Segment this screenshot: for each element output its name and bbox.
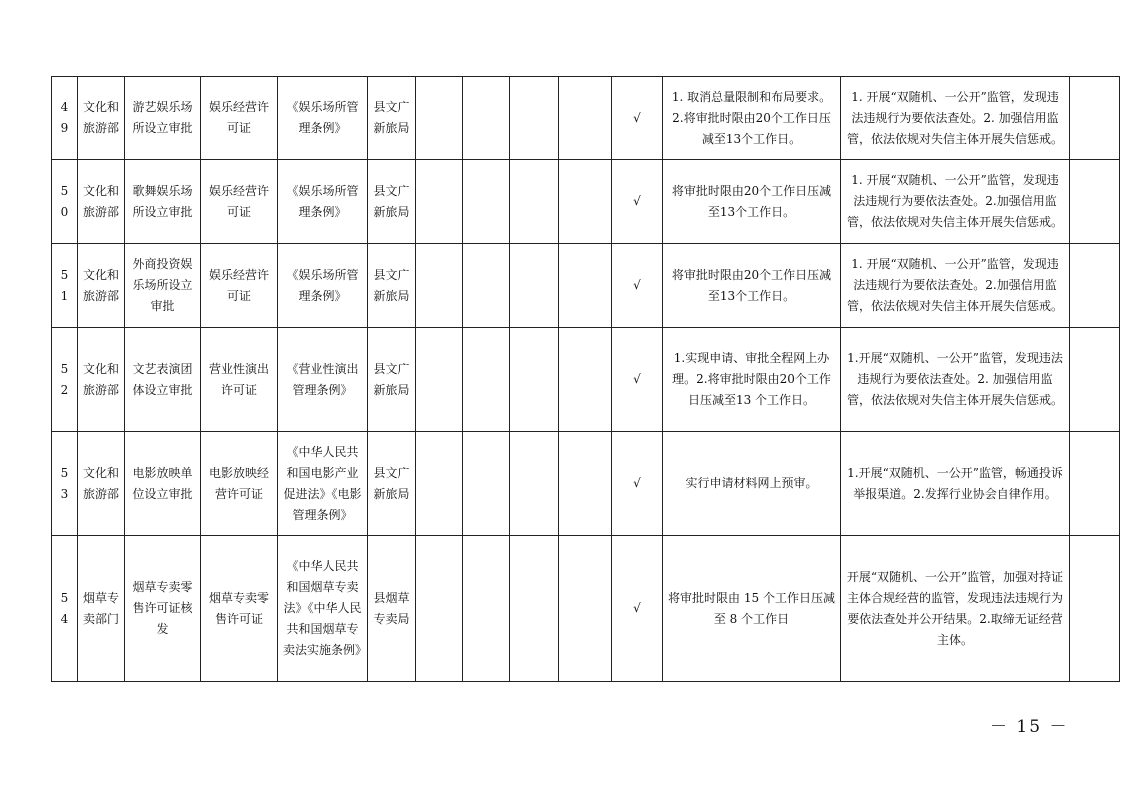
row-number: 49	[52, 77, 78, 160]
empty-cell	[463, 160, 510, 244]
department-cell: 文化和旅游部	[78, 328, 125, 432]
empty-cell	[559, 432, 612, 536]
empty-cell	[1070, 536, 1120, 682]
empty-cell	[1070, 160, 1120, 244]
table-row	[52, 328, 1120, 432]
supervision-cell: 1.开展“双随机、一公开”监管，畅通投诉举报渠道。2.发挥行业协会自律作用。	[841, 432, 1070, 536]
license-cell: 烟草专卖零售许可证	[201, 536, 278, 682]
empty-cell	[510, 328, 559, 432]
empty-cell	[416, 244, 463, 328]
row-number: 50	[52, 160, 78, 244]
checkmark-cell: √	[612, 160, 663, 244]
empty-cell	[416, 77, 463, 160]
supervision-cell: 开展“双随机、一公开”监管，加强对持证主体合规经营的监管，发现违法违规行为要依法查处并公开结果。2.取缔无证经营主体。	[841, 536, 1070, 682]
checkmark-cell: √	[612, 244, 663, 328]
measures-cell: 将审批时限由20个工作日压减至13个工作日。	[663, 244, 841, 328]
empty-cell	[559, 536, 612, 682]
table-row	[52, 160, 1120, 244]
empty-cell	[510, 77, 559, 160]
empty-cell	[559, 328, 612, 432]
row-number: 51	[52, 244, 78, 328]
department-cell: 文化和旅游部	[78, 77, 125, 160]
authority-cell: 县文广新旅局	[368, 432, 416, 536]
table-row	[52, 77, 1120, 160]
license-cell: 娱乐经营许可证	[201, 77, 278, 160]
item-cell: 歌舞娱乐场所设立审批	[125, 160, 201, 244]
measures-cell: 将审批时限由 15 个工作日压减至 8 个工作日	[663, 536, 841, 682]
empty-cell	[559, 160, 612, 244]
basis-cell: 《娱乐场所管理条例》	[278, 160, 368, 244]
supervision-cell: 1. 开展“双随机、一公开”监管，发现违法违规行为要依法查处。2. 加强信用监管，依法依规对失信主体开展失信惩戒。	[841, 77, 1070, 160]
license-cell: 营业性演出许可证	[201, 328, 278, 432]
department-cell: 文化和旅游部	[78, 244, 125, 328]
empty-cell	[1070, 328, 1120, 432]
license-cell: 娱乐经营许可证	[201, 160, 278, 244]
authority-cell: 县文广新旅局	[368, 160, 416, 244]
table-row	[52, 432, 1120, 536]
basis-cell: 《娱乐场所管理条例》	[278, 244, 368, 328]
basis-cell: 《营业性演出管理条例》	[278, 328, 368, 432]
checkmark-cell: √	[612, 77, 663, 160]
department-cell: 烟草专卖部门	[78, 536, 125, 682]
measures-cell: 1. 取消总量限制和布局要求。2.将审批时限由20个工作日压减至13个工作日。	[663, 77, 841, 160]
authority-cell: 县文广新旅局	[368, 328, 416, 432]
empty-cell	[416, 432, 463, 536]
empty-cell	[1070, 432, 1120, 536]
empty-cell	[463, 432, 510, 536]
row-number: 54	[52, 536, 78, 682]
table-row	[52, 536, 1120, 682]
checkmark-cell: √	[612, 432, 663, 536]
empty-cell	[463, 536, 510, 682]
basis-cell: 《娱乐场所管理条例》	[278, 77, 368, 160]
empty-cell	[559, 244, 612, 328]
measures-cell: 实行申请材料网上预审。	[663, 432, 841, 536]
department-cell: 文化和旅游部	[78, 160, 125, 244]
approval-items-table	[51, 76, 1120, 682]
empty-cell	[463, 77, 510, 160]
supervision-cell: 1. 开展“双随机、一公开”监管，发现违法违规行为要依法查处。2.加强信用监管，依法依规对失信主体开展失信惩戒。	[841, 160, 1070, 244]
empty-cell	[1070, 244, 1120, 328]
authority-cell: 县文广新旅局	[368, 244, 416, 328]
row-number: 52	[52, 328, 78, 432]
empty-cell	[463, 244, 510, 328]
supervision-cell: 1. 开展“双随机、一公开”监管，发现违法违规行为要依法查处。2.加强信用监管，依法依规对失信主体开展失信惩戒。	[841, 244, 1070, 328]
authority-cell: 县烟草专卖局	[368, 536, 416, 682]
empty-cell	[510, 160, 559, 244]
license-cell: 娱乐经营许可证	[201, 244, 278, 328]
checkmark-cell: √	[612, 328, 663, 432]
measures-cell: 1.实现申请、审批全程网上办理。2.将审批时限由20个工作日压减至13 个工作日。	[663, 328, 841, 432]
item-cell: 游艺娱乐场所设立审批	[125, 77, 201, 160]
item-cell: 外商投资娱乐场所设立审批	[125, 244, 201, 328]
basis-cell: 《中华人民共和国电影产业促进法》《电影管理条例》	[278, 432, 368, 536]
item-cell: 烟草专卖零售许可证核发	[125, 536, 201, 682]
empty-cell	[1070, 77, 1120, 160]
page-number: － 15 －	[990, 717, 1069, 737]
license-cell: 电影放映经营许可证	[201, 432, 278, 536]
empty-cell	[463, 328, 510, 432]
empty-cell	[416, 160, 463, 244]
department-cell: 文化和旅游部	[78, 432, 125, 536]
authority-cell: 县文广新旅局	[368, 77, 416, 160]
item-cell: 文艺表演团体设立审批	[125, 328, 201, 432]
empty-cell	[510, 244, 559, 328]
empty-cell	[510, 536, 559, 682]
empty-cell	[416, 536, 463, 682]
row-number: 53	[52, 432, 78, 536]
empty-cell	[510, 432, 559, 536]
empty-cell	[416, 328, 463, 432]
supervision-cell: 1.开展“双随机、一公开”监管，发现违法违规行为要依法查处。2. 加强信用监管，依法依规对失信主体开展失信惩戒。	[841, 328, 1070, 432]
checkmark-cell: √	[612, 536, 663, 682]
item-cell: 电影放映单位设立审批	[125, 432, 201, 536]
empty-cell	[559, 77, 612, 160]
table-row	[52, 244, 1120, 328]
basis-cell: 《中华人民共和国烟草专卖法》《中华人民共和国烟草专卖法实施条例》	[278, 536, 368, 682]
measures-cell: 将审批时限由20个工作日压减至13个工作日。	[663, 160, 841, 244]
